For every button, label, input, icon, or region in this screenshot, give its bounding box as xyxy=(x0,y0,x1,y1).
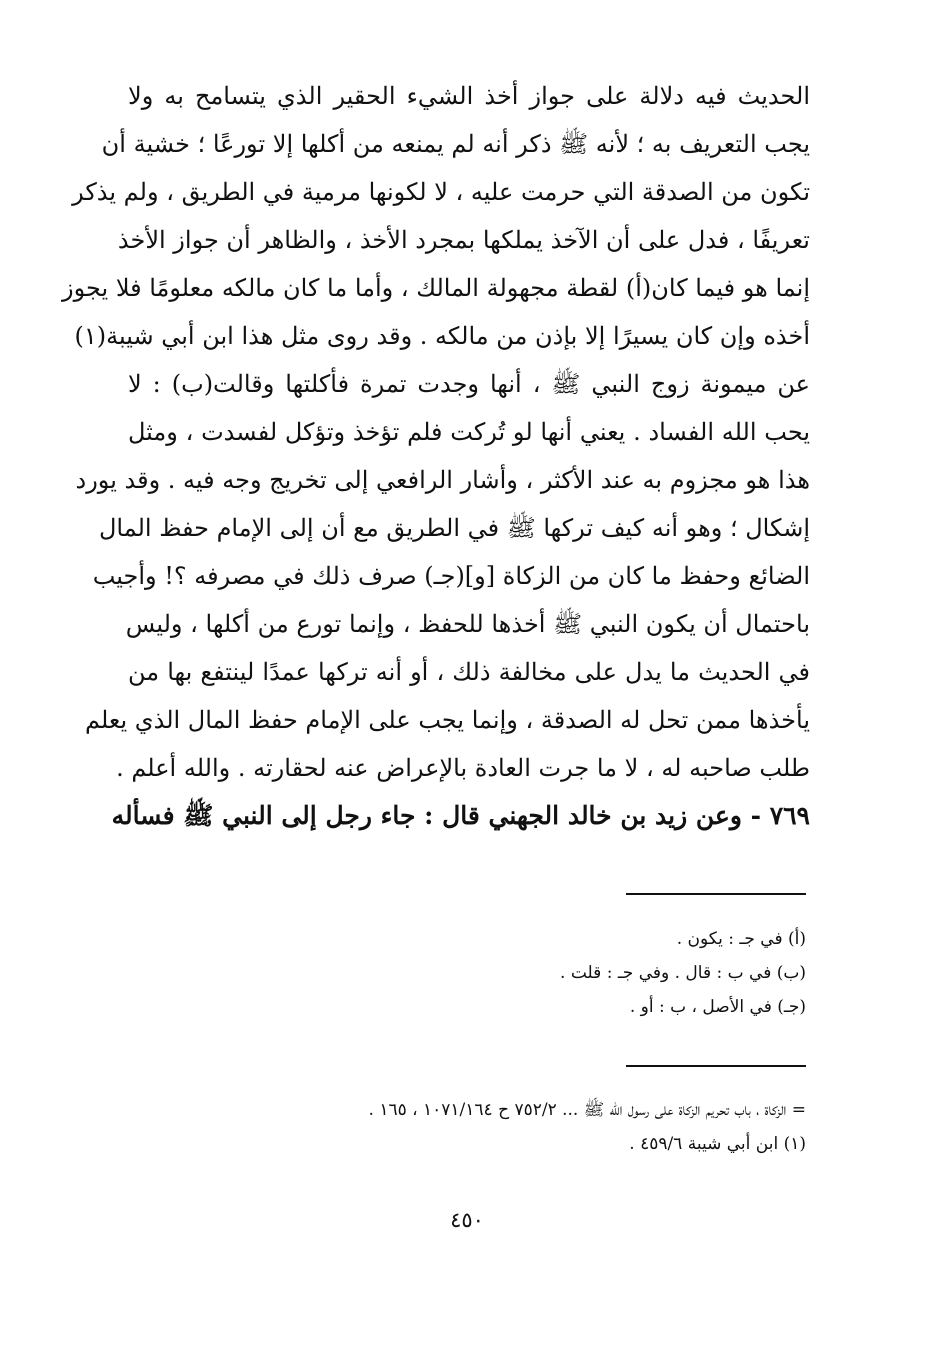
footnote-divider xyxy=(626,893,806,895)
text-line: هذا هو مجزوم به عند الأكثر ، وأشار الرافعي إلى تخريج وجه فيه . وقد يورد xyxy=(75,466,810,494)
text-line: يحب الله الفساد . يعني أنها لو تُركت فلم تؤخذ وتؤكل لفسدت ، ومثل xyxy=(128,418,810,446)
page-number: ٤٥٠ xyxy=(450,1208,484,1232)
text-line: الضائع وحفظ ما كان من الزكاة [و](جـ) صرف ذلك في مصرفه ؟! وأجيب xyxy=(92,562,810,590)
text-line: باحتمال أن يكون النبي ﷺ أخذها للحفظ ، وإنما تورع من أكلها ، وليس xyxy=(125,610,810,638)
text-line: تكون من الصدقة التي حرمت عليه ، لا لكونها مرمية في الطريق ، ولم يذكر xyxy=(72,178,810,206)
text-line: إنما هو فيما كان(أ) لقطة مجهولة المالك ، وأما ما كان مالكه معلومًا فلا يجوز xyxy=(62,274,810,302)
text-line: تعريفًا ، فدل على أن الآخذ يملكها بمجرد الأخذ ، والظاهر أن جواز الأخذ xyxy=(117,226,810,254)
footnote: (١) ابن أبي شيبة ٤٥٩/٦ . xyxy=(629,1134,806,1154)
hadith-heading: ٧٦٩ - وعن زيد بن خالد الجهني قال : جاء رجل إلى النبي ﷺ فسأله xyxy=(111,801,810,830)
text-line: أخذه وإن كان يسيرًا إلا بإذن من مالكه . وقد روى مثل هذا ابن أبي شيبة(١) xyxy=(74,322,810,350)
footnotes xyxy=(146,1093,806,1161)
footnote: = الزكاة ، باب تحريم الزكاة على رسول الله ﷺ ... ٧٥٢/٢ ح ١٠٧١/١٦٤ ، ١٦٥ . xyxy=(368,1100,806,1120)
variant-notes xyxy=(146,922,806,1024)
variant-note: (أ) في جـ : يكون . xyxy=(676,929,806,949)
variant-note: (ب) في ب : قال . وفي جـ : قلت . xyxy=(560,963,806,983)
text-line: في الحديث ما يدل على مخالفة ذلك ، أو أنه تركها عمدًا لينتفع بها من xyxy=(128,658,810,686)
text-line: إشكال ؛ وهو أنه كيف تركها ﷺ في الطريق مع أن إلى الإمام حفظ المال xyxy=(98,514,810,542)
text-line: يأخذها ممن تحل له الصدقة ، وإنما يجب على الإمام حفظ المال الذي يعلم xyxy=(85,706,810,734)
main-text-block xyxy=(62,72,810,840)
text-line: طلب صاحبه له ، لا ما جرت العادة بالإعراض عنه لحقارته . والله أعلم . xyxy=(116,754,810,782)
text-line: الحديث فيه دلالة على جواز أخذ الشيء الحقير الذي يتسامح به ولا xyxy=(128,82,810,110)
text-line: عن ميمونة زوج النبي ﷺ ، أنها وجدت تمرة فأكلتها وقالت(ب) : لا xyxy=(128,370,810,398)
footnote-divider xyxy=(626,1065,806,1067)
variant-note: (جـ) في الأصل ، ب : أو . xyxy=(629,997,806,1017)
text-line: يجب التعريف به ؛ لأنه ﷺ ذكر أنه لم يمنعه من أكلها إلا تورعًا ؛ خشية أن xyxy=(101,130,810,158)
